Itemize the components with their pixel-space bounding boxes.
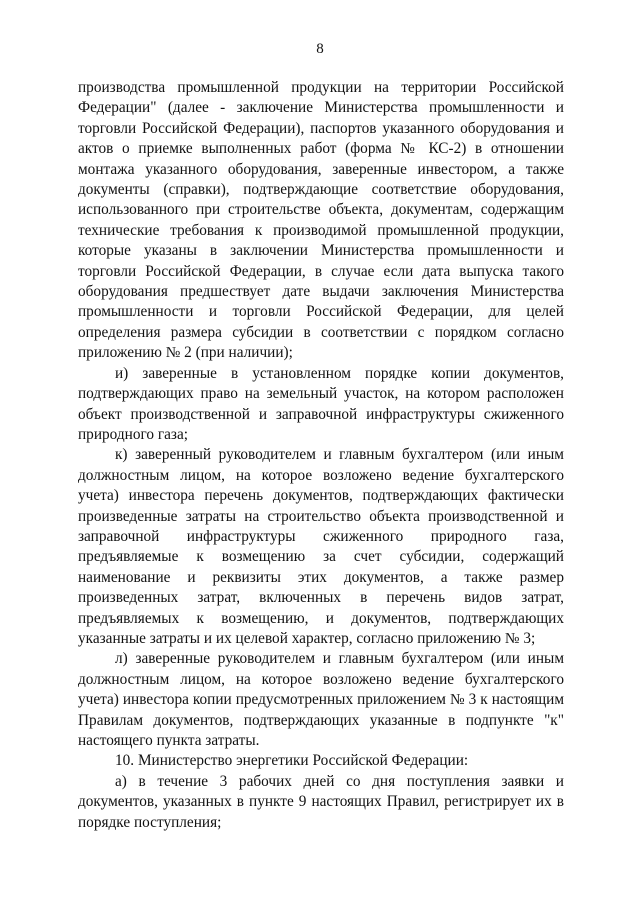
paragraph-section-10: 10. Министерство энергетики Российской Федерации: (115, 752, 469, 770)
paragraph-continuation: производства промышленной продукции на территории Российской Федерации" (далее - заключение Министерства промышленности и торговли Российской Федерации), паспортов указанного оборудования и актов о приемке выполненных работ (форма № КС-2) в отношении монтажа указанного оборудования, заверенные инвестором, а также документы (справки), подтверждающие соответствие оборудования, использованного при строительстве объекта, документам, содержащим технические требования к производимой промышленной продукции, которые указаны в заключении Министерства промышленности и торговли Российской Федерации, в случае если дата выпуска такого оборудования предшествует дате выдачи заключения Министерства промышленности и торговли Российской Федерации, для целей определения размера субсидии в соответствии с порядком согласно приложению № 2 (при наличии); (78, 79, 564, 362)
paragraph-item-k: к) заверенный руководителем и главным бухгалтером (или иным должностным лицом, на которое возложено ведение бухгалтерского учета) инвестора перечень документов, подтверждающих фактически произведенные затраты на строительство объекта производственной и заправочной инфраструктуры сжиженного природного газа, предъявляемые к возмещению за счет субсидии, содержащий наименование и реквизиты этих документов, а также размер произведенных затрат, включенных в перечень видов затрат, предъявляемых к возмещению, и документов, подтверждающих указанные затраты и их целевой характер, согласно приложению № 3; (78, 446, 564, 647)
page-number: 8 (316, 41, 324, 57)
paragraph-item-a: а) в течение 3 рабочих дней со дня поступления заявки и документов, указанных в пункте 9 настоящих Правил, регистрирует их в порядке поступления; (78, 772, 564, 831)
document-body (78, 78, 564, 833)
paragraph-item-i: и) заверенные в установленном порядке копии документов, подтверждающих право на земельный участок, на котором расположен объект производственной и заправочной инфраструктуры сжиженного природного газа; (78, 364, 564, 443)
paragraph-item-l: л) заверенные руководителем и главным бухгалтером (или иным должностным лицом, на которое возложено ведение бухгалтерского учета) инвестора копии предусмотренных приложением № 3 к настоящим Правилам документов, подтверждающих указанные в подпункте "к" настоящего пункта затраты. (78, 650, 564, 749)
